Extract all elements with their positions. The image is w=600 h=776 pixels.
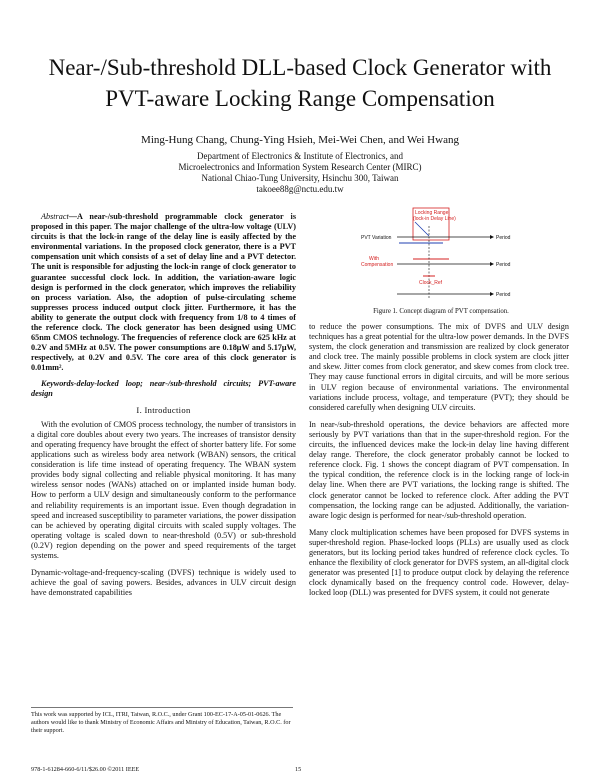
paper-title: Near-/Sub-threshold DLL-based Clock Generator with PVT-aware Locking Range Compensation <box>48 55 552 111</box>
shift-arrow <box>415 222 429 236</box>
concept-diagram-figure <box>355 206 545 304</box>
pvt-variation-label: PVT Variation <box>361 235 392 241</box>
funding-footnote: This work was supported by ICL, ITRI, Taiwan, R.O.C., under Grant 100-EC-17-A-05-01-0626. The authors would like to thank Ministry of Economic Affairs and Ministry of Education, Taiwan, R.O.C. for their support. <box>31 707 293 735</box>
abstract <box>31 212 296 374</box>
abstract-text: —A near-/sub-threshold programmable clock generator is proposed in this paper. The major challenge of the ultra-low voltage (ULV) circuits is that the lock-in range of the delay line is easily affected by the environmental variations. In the proposed clock generator, there is a PVT compensation unit which consists of a set of delay line and a PVT detector. The unit is responsible for adjusting the lock-in range of clock generator to guarantee successful clock lock. In addition, the variation-aware logic design is performed in the clock generator, which improves the reliability on process variation. Also, the adoption of pulse-circulating scheme suppresses process induced output clock jitter. Furthermore, it has the ability to generate the output clock with frequency from 1/8 to 4 times of the reference clock. The clock generator has been designed using UMC 65nm CMOS technology. The frequencies of reference clock are 625 kHz at 0.2V and 5MHz at 0.5V. The power consumptions are 0.18μW and 5.17μW, respectively, at 0.2V and 0.5V. The core area of this clock generator is 0.01mm². <box>31 212 296 373</box>
concept-diagram <box>355 206 545 304</box>
figure-caption: Figure 1. Concept diagram of PVT compensation. <box>373 308 509 315</box>
right-column <box>309 322 569 598</box>
period-label-1: Period <box>496 235 511 241</box>
locking-range-label: Locking Range <box>415 210 449 216</box>
lockin-delay-label: (lock-in Delay Line) <box>413 216 456 222</box>
period-label-3: Period <box>496 292 511 298</box>
section-heading-introduction: I. Introduction <box>136 404 191 415</box>
compensation-label: Compensation <box>361 262 394 268</box>
author-email: takoee88g@nctu.edu.tw <box>256 184 344 194</box>
arrow-head-icon <box>490 235 494 239</box>
arrow-head-icon <box>490 292 494 296</box>
affiliation-line: Department of Electronics & Institute of Electronics, and <box>197 151 403 161</box>
left-column <box>31 212 296 598</box>
body-paragraph: to reduce the power consumptions. The mix of DVFS and ULV design techniques has a great potential for the ultra-low power demands. In the DVFS system, the clock generation and transmission are realized by clock generator and clock tree. The mainly possible problems in clock system are clock jitter and skew. Jitter comes from clock generator, and skew comes from clock tree. They may cause functional errors in digital circuits, and will be more serious in ULV region because of environmental variations. The environmental variations include process, voltage, and temperature (PVT); they should be considered carefully when designing ULV circuits. <box>309 322 569 412</box>
body-paragraph: Many clock multiplication schemes have been proposed for DVFS systems in super-threshold region. Phase-locked loops (PLLs) are usually used as clock generators, but its locking period takes hundred of reference clock cycles. To enhance the flexibility of clock generator for DVFS system, an all-digital clock generator was presented [1] to produce output clock by delaying the reference clock dynamically based on the frequency control code. However, delay-locked loop (DLL) was presented for DVFS system, it could not generate <box>309 527 569 598</box>
period-label-2: Period <box>496 262 511 268</box>
author-list: Ming-Hung Chang, Chung-Ying Hsieh, Mei-Wei Chen, and Wei Hwang <box>141 134 459 146</box>
affiliation-line: Microelectronics and Information System Research Center (MIRC) <box>178 162 422 172</box>
clock-ref-label: Clock_Ref <box>419 280 443 286</box>
with-label: With <box>369 256 379 262</box>
abstract-lead: Abstract <box>41 212 69 221</box>
keywords: Keywords-delay-locked loop; near-/sub-threshold circuits; PVT-aware design <box>31 378 296 398</box>
body-paragraph: With the evolution of CMOS process technology, the number of transistors in a digital core doubles about every two years. The increases of transistor density and operating frequency have brought the effect of shorter battery life. For some applications such as wireless body area network (WBAN) sensors, the critical consideration is life time instead of operating frequency. The WBAN system provides body signal collecting and reliable physical monitoring. It has many wireless sensor nodes (WANs) attached on or implanted inside human body. How to perform a ULV design and simultaneously conform to the performance and reliability requirements is an important issue. Even though degradation in speed and increased susceptibility to parameter variations, the power dissipation can be achieved by operating digital circuits with scaled supply voltages. The operating voltage is scaled down to near-threshold (0.5V) or sub-threshold (0.2V) region depending on the power and speed requirements of the target systems. <box>31 419 296 560</box>
body-paragraph: In near-/sub-threshold operations, the device behaviors are affected more seriously by PVT variations than that in the super-threshold region. For the circuits, the influenced devices make the lock-in delay line having different delay range. Therefore, the clock generator probably cannot be locked to reference clock. Fig. 1 shows the concept diagram of PVT compensation. In the typical condition, the reference clock is in the locking range of lock-in delay line. When there are PVT variations, the locking range is shifted. The clock generator cannot be locked to reference clock. After adding the PVT compensation, the locking range can be adjusted. Additionally, the variation-aware logic design is performed for near-/sub-threshold operation. <box>309 419 569 520</box>
affiliation-line: National Chiao-Tung University, Hsinchu 300, Taiwan <box>201 173 399 183</box>
copyright-line: 978-1-61284-660-6/11/$26.00 ©2011 IEEE <box>31 766 140 773</box>
body-paragraph: Dynamic-voltage-and-frequency-scaling (DVFS) technique is widely used to achieve the goal of saving powers. Besides, advances in ULV circuit design have demonstrated capabilities <box>31 568 296 598</box>
page-number: 15 <box>295 766 302 773</box>
arrow-head-icon <box>490 262 494 266</box>
affiliation-block <box>40 151 560 195</box>
